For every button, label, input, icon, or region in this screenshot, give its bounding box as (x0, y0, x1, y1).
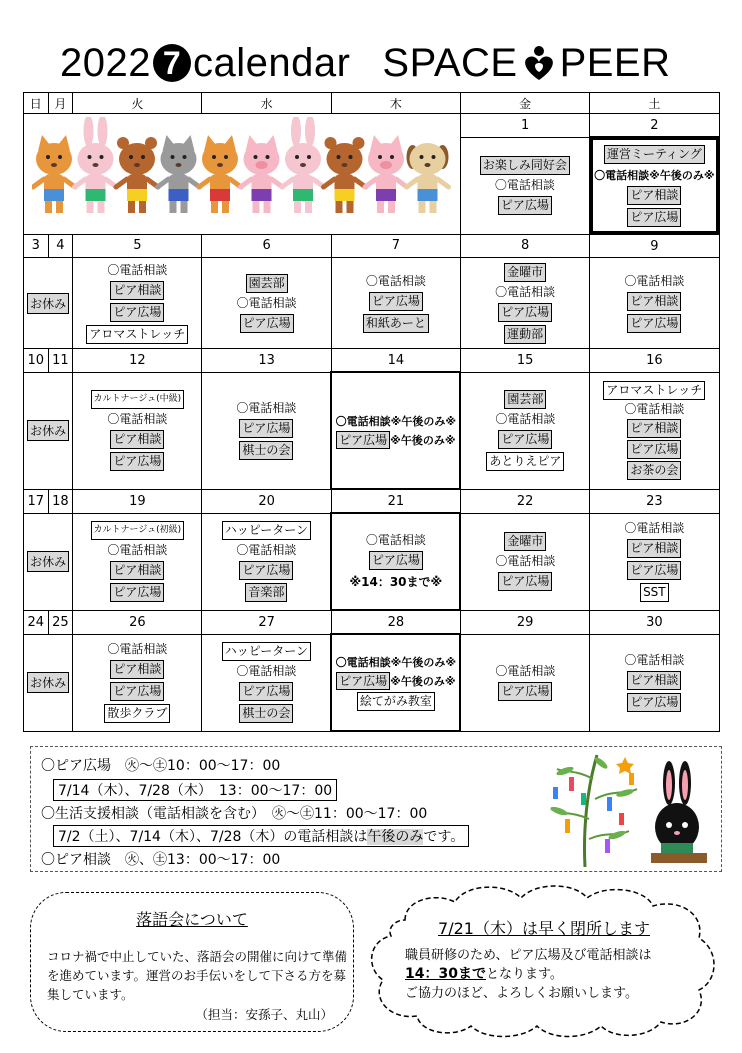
day-cell-30 (590, 634, 719, 731)
event-item: ピア広場 (369, 292, 423, 311)
event-item: ピア相談 (627, 539, 681, 558)
day-cell-26 (73, 634, 202, 731)
rakugo-title: 落語会について (136, 910, 248, 929)
day-number: 27 (202, 610, 331, 634)
day-number: 8 (460, 234, 589, 258)
day-number: 14 (331, 349, 460, 373)
bear-character (116, 137, 158, 213)
day-number: 12 (73, 349, 202, 373)
cat-character (157, 135, 199, 213)
brand-right: PEER (559, 40, 671, 85)
day-number: 13 (202, 349, 331, 373)
weekday-sat: 土 (590, 93, 719, 114)
event-item: お楽しみ同好会 (480, 156, 570, 175)
dog-character (406, 143, 448, 213)
event-item: 金曜市 (504, 532, 546, 551)
event-item: 音楽部 (245, 583, 287, 602)
day-cell-7 (331, 258, 460, 349)
rabbit-character (74, 117, 116, 213)
day-number: 28 (331, 610, 460, 634)
rabbit-character (282, 117, 324, 213)
animals-illustration-cell (24, 114, 461, 235)
closed-cell (24, 513, 73, 610)
event-item: ピア相談 (627, 671, 681, 690)
event-item: 〇電話相談 (236, 543, 297, 557)
day-number: 20 (202, 489, 331, 513)
day-cell-6 (202, 258, 331, 349)
day-number: 22 (460, 489, 589, 513)
weekday-thu: 木 (331, 93, 460, 114)
event-item: ピア広場 (627, 561, 681, 580)
event-item: 〇電話相談 (107, 642, 168, 656)
day-number: 21 (331, 489, 460, 513)
event-item: ピア広場 (498, 303, 552, 322)
event-item: 運動部 (504, 325, 546, 344)
event-note: ※午後のみ※ (390, 434, 456, 447)
weekday-wed: 水 (202, 93, 331, 114)
day-number: 25 (48, 610, 73, 634)
event-item: ピア広場 (498, 682, 552, 701)
weekday-mon: 月 (48, 93, 73, 114)
event-item: ピア相談 (110, 281, 164, 300)
info-line: 〇生活支援相談（電話相談を含む） ㊋～㊏11：00～17：00 (41, 806, 428, 822)
event-item: 運営ミーティング (604, 145, 705, 164)
day-number: 4 (48, 234, 73, 258)
event-item: ピア広場 (627, 693, 681, 712)
event-item: ピア広場 (498, 572, 552, 591)
day-number: 16 (590, 349, 719, 373)
closed-cell (24, 258, 73, 349)
event-item: 金曜市 (504, 263, 546, 282)
weekday-tue: 火 (73, 93, 202, 114)
closing-line: ご協力のほど、よろしくお願いします。 (405, 986, 638, 1001)
closed-cell (24, 634, 73, 731)
day-number: 19 (73, 489, 202, 513)
event-item: ピア広場 (240, 314, 294, 333)
closing-title: 7/21（木）は早く閉所します (438, 919, 650, 938)
closed-label: お休み (27, 420, 69, 441)
event-item: ピア広場 (627, 208, 681, 227)
event-item: ピア広場 (239, 419, 293, 438)
weekday-sun: 日 (24, 93, 49, 114)
closed-label: お休み (27, 551, 69, 572)
animals-illustration (32, 117, 452, 227)
event-item: 〇電話相談 (495, 284, 556, 299)
event-item: ピア広場 (110, 583, 164, 602)
page-title (60, 38, 671, 88)
day-cell-16 (590, 372, 719, 489)
event-item: ピア広場 (110, 303, 164, 322)
event-item: 棋士の会 (239, 704, 293, 723)
rakugo-body: コロナ禍で中止していた、落語会の開催に向けて準備を進めています。運営のお手伝いをして下さる方を募集しています。 (47, 949, 348, 1002)
event-item: 〇電話相談 (365, 533, 426, 547)
day-cell-23 (590, 513, 719, 610)
event-item: 〇電話相談※午後のみ※ (594, 168, 715, 182)
day-cell-8 (460, 258, 589, 349)
event-item: お茶の会 (627, 461, 681, 480)
event-item: 散歩クラブ (104, 704, 170, 723)
event-item: ピア広場 (239, 682, 293, 701)
event-item: ピア広場 (336, 672, 390, 690)
event-item: ピア広場 (110, 452, 164, 471)
event-item: ピア相談 (627, 292, 681, 311)
closing-line: となります。 (485, 967, 563, 982)
weekday-header-row (24, 93, 720, 114)
event-item: ピア広場 (498, 430, 552, 449)
info-line: 〇ピア広場 ㊋～㊏10：00～17：00 (41, 758, 281, 774)
event-item: ピア相談 (110, 430, 164, 449)
event-item: 絵てがみ教室 (357, 692, 435, 711)
day-number: 2 (590, 114, 719, 138)
event-item: 〇電話相談 (494, 178, 555, 192)
calendar-table (23, 92, 720, 732)
closing-time: 14：30まで (405, 966, 486, 982)
day-number: 18 (48, 489, 73, 513)
day-number: 17 (24, 489, 49, 513)
day-cell-2 (590, 137, 719, 234)
event-item: 〇電話相談 (236, 401, 297, 415)
day-number: 7 (331, 234, 460, 258)
title-month-badge: 7 (153, 44, 191, 82)
info-line: 〇ピア相談 ㊋、㊏13：00～17：00 (41, 852, 281, 868)
event-note: ※午後のみ※ (390, 675, 456, 688)
event-item: アロマストレッチ (86, 325, 188, 344)
info-text: です。 (423, 829, 465, 845)
day-number: 3 (24, 234, 49, 258)
day-cell-22 (460, 513, 589, 610)
event-item: アロマストレッチ (603, 381, 705, 400)
event-item: カルトナージュ(中級) (91, 390, 185, 409)
event-item: 棋士の会 (239, 441, 293, 460)
event-item: 〇電話相談 (624, 402, 685, 416)
day-cell-29 (460, 634, 589, 731)
event-item: 〇電話相談※午後のみ※ (335, 415, 457, 428)
brand-left: SPACE (382, 40, 518, 85)
event-item: ピア広場 (627, 440, 681, 459)
info-highlight: 午後のみ (367, 829, 424, 845)
closing-body (405, 946, 705, 1003)
day-number: 26 (73, 610, 202, 634)
event-item: SST (640, 583, 669, 602)
event-item: 〇電話相談 (107, 412, 168, 426)
day-number: 11 (48, 349, 73, 373)
day-number: 30 (590, 610, 719, 634)
day-number: 23 (590, 489, 719, 513)
closed-label: お休み (27, 672, 69, 693)
event-item: 〇電話相談 (624, 521, 685, 535)
info-line (53, 825, 469, 847)
event-item: 〇電話相談 (624, 273, 685, 288)
day-cell-21 (331, 513, 460, 610)
bear-character (323, 137, 365, 213)
day-number: 24 (24, 610, 49, 634)
event-item: ピア広場 (627, 314, 681, 333)
hours-info-box (30, 746, 722, 872)
pig-character (240, 135, 282, 213)
event-note: ※14：30まで※ (349, 575, 443, 589)
event-item: ピア相談 (627, 186, 681, 205)
title-word: calendar (192, 40, 351, 85)
event-item: ピア相談 (627, 419, 681, 438)
day-number: 10 (24, 349, 49, 373)
event-item: 〇電話相談 (495, 412, 556, 426)
event-item: 〇電話相談 (495, 554, 556, 568)
weekday-fri: 金 (460, 93, 589, 114)
event-item: あとりえピア (486, 452, 564, 471)
day-cell-27 (202, 634, 331, 731)
day-cell-20 (202, 513, 331, 610)
event-item: 園芸部 (504, 390, 546, 409)
event-item: ピア広場 (498, 196, 552, 215)
event-item: 〇電話相談 (365, 273, 426, 288)
event-item: ハッピーターン (222, 521, 311, 540)
cat-character (199, 135, 241, 213)
info-text: 7/2（土）、7/14（木）、7/28（木）の電話相談は (58, 829, 368, 845)
event-item: ピア広場 (336, 431, 390, 449)
day-cell-19 (73, 513, 202, 610)
event-item: 〇電話相談 (236, 295, 297, 310)
event-item: カルトナージュ(初級) (91, 521, 185, 540)
event-item: ピア広場 (239, 561, 293, 580)
closed-cell (24, 372, 73, 489)
day-number: 5 (73, 234, 202, 258)
event-item: 〇電話相談 (236, 664, 297, 678)
event-item: 和紙あーと (363, 314, 429, 333)
tanabata-rabbit-illustration (545, 749, 717, 869)
closing-line: 職員研修のため、ピア広場及び電話相談は (405, 948, 652, 963)
day-cell-28 (331, 634, 460, 731)
event-item: 〇電話相談 (495, 664, 556, 678)
pig-character (365, 135, 407, 213)
event-item: ピア相談 (110, 660, 164, 679)
event-item: ピア広場 (110, 682, 164, 701)
day-cell-5 (73, 258, 202, 349)
day-number: 9 (590, 234, 719, 258)
brand-heart-icon (522, 44, 556, 82)
info-line: 7/14（木）、7/28（木） 13：00～17：00 (53, 779, 337, 801)
day-number: 1 (460, 114, 589, 138)
day-cell-12 (73, 372, 202, 489)
rakugo-notice (30, 892, 354, 1032)
event-item: 〇電話相談 (107, 543, 168, 557)
day-cell-1 (460, 137, 589, 234)
event-item: 〇電話相談 (107, 262, 168, 277)
day-cell-13 (202, 372, 331, 489)
title-year: 2022 (60, 40, 151, 85)
event-item: 園芸部 (246, 274, 288, 293)
event-item: ピア相談 (110, 561, 164, 580)
event-item: ピア広場 (369, 551, 423, 570)
day-cell-9 (590, 258, 719, 349)
event-item: 〇電話相談 (624, 653, 685, 667)
day-number: 29 (460, 610, 589, 634)
cat-character (33, 135, 75, 213)
day-cell-14 (331, 372, 460, 489)
rakugo-contact: （担当：安孫子、丸山） (195, 1007, 333, 1022)
event-item: ハッピーターン (222, 642, 311, 661)
day-number: 6 (202, 234, 331, 258)
day-cell-15 (460, 372, 589, 489)
event-item: 〇電話相談※午後のみ※ (335, 656, 457, 669)
day-number: 15 (460, 349, 589, 373)
early-closing-notice (365, 880, 723, 1040)
closed-label: お休み (27, 293, 69, 314)
